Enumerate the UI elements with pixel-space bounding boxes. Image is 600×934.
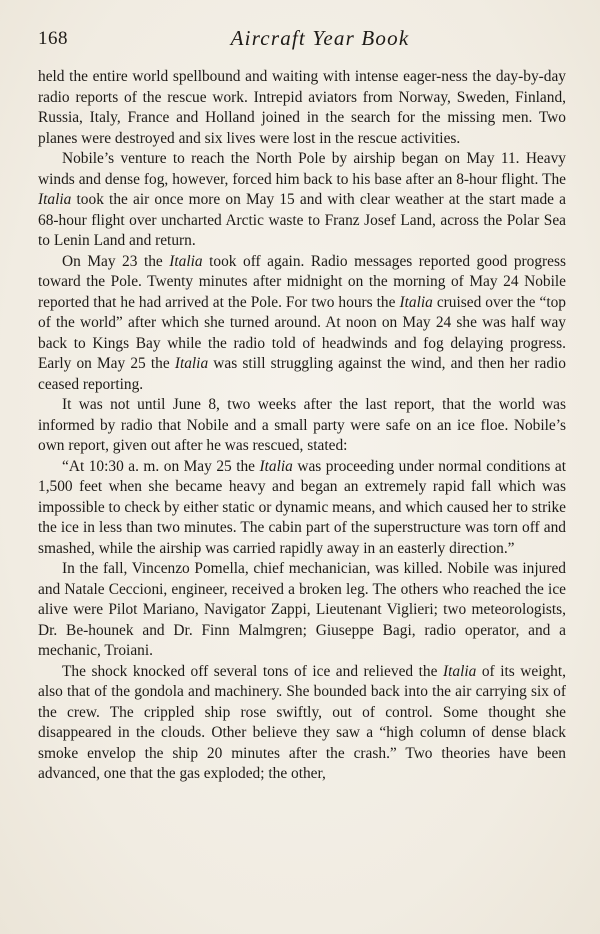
text-run: cruised over the “top of the world” after which she turned around. At noon on May 24 she was half way back to Kings Bay while the radio told of headwinds and fog delaying progress. Early on May 25 the bbox=[38, 293, 566, 372]
page-number: 168 bbox=[38, 28, 68, 49]
running-title: Aircraft Year Book bbox=[230, 26, 410, 50]
paragraph-1 bbox=[38, 67, 566, 149]
text-run: was proceeding under normal conditions at 1,500 feet when she became heavy and began an extremely rapid fall which was impossible to check by either static or dynamic means, and which caused her to strike the ice in less than two minutes. The cabin part of the superstructure was torn off and smashed, while the airship was carried rapidly away in an easterly direction.” bbox=[38, 457, 566, 557]
text-run: held the entire world spellbound and waiting with intense eager-ness the day-by-day radio reports of the rescue work. Intrepid aviators from Norway, Sweden, Finland, Russia, Italy, France and Holland joined in the search for the missing men. Two planes were destroyed and six lives were lost in the rescue activities. bbox=[38, 68, 566, 147]
text-run: “At 10:30 a. m. on May 25 the bbox=[62, 457, 260, 475]
page-header bbox=[38, 28, 562, 58]
text-run: In the fall, Vincenzo Pomella, chief mechanician, was killed. Nobile was injured and Natale Ceccioni, engineer, received a broken leg. The others who reached the ice alive were Pilot Mariano, Navigator Zappi, Lieutenant Viglieri; two meteorologists, Dr. Be-hounek and Dr. Finn Malmgren; Giuseppe Bagi, radio operator, and a mechanic, Troiani. bbox=[38, 560, 566, 659]
text-run: It was not until June 8, two weeks after the last report, that the world was informed by radio that Nobile and a small party were safe on an ice floe. Nobile’s own report, given out after he was rescued, stated: bbox=[38, 396, 566, 454]
paragraph-6 bbox=[38, 559, 566, 662]
text-run: The shock knocked off several tons of ice and relieved the bbox=[62, 662, 443, 680]
italic-run: Italia bbox=[174, 355, 209, 372]
italic-run: Italia bbox=[259, 457, 293, 475]
paragraph-quote bbox=[38, 457, 566, 560]
paragraph-7 bbox=[38, 662, 566, 785]
text-run: was still struggling against the wind, and then her radio ceased reporting. bbox=[38, 355, 566, 393]
paragraph-3 bbox=[38, 252, 566, 396]
italic-run: Italia bbox=[442, 662, 477, 680]
text-run: of its weight, also that of the gondola and machinery. She bounded back into the air carrying six of the crew. The crippled ship rose swiftly, out of control. Some thought she disappeared in the clouds. Other believe they saw a “high column of dense black smoke envelop the ship 20 minutes after the crash.” Two theories have been advanced, one that the gas exploded; the other, bbox=[38, 662, 566, 782]
text-run: took off again. Radio messages reported good progress toward the Pole. Twenty minutes after midnight on the morning of May 24 Nobile reported that he had arrived at the Pole. For two hours the bbox=[38, 252, 566, 311]
text-run: took the air once more on May 15 and with clear weather at the start made a 68-hour flight over uncharted Arctic waste to Franz Josef Land, across the Polar Sea to Lenin Land and return. bbox=[38, 191, 566, 249]
text-run: Nobile’s venture to reach the North Pole by airship began on May 11. Heavy winds and dense fog, however, forced him back to his base after an 8-hour flight. The bbox=[38, 150, 566, 188]
italic-run: Italia bbox=[399, 293, 433, 311]
paragraph-4 bbox=[38, 395, 566, 457]
italic-run: Italia bbox=[38, 191, 72, 208]
paragraph-2 bbox=[38, 149, 566, 252]
body-text bbox=[38, 67, 566, 785]
text-run: On May 23 the bbox=[62, 252, 170, 270]
italic-run: Italia bbox=[169, 252, 203, 270]
